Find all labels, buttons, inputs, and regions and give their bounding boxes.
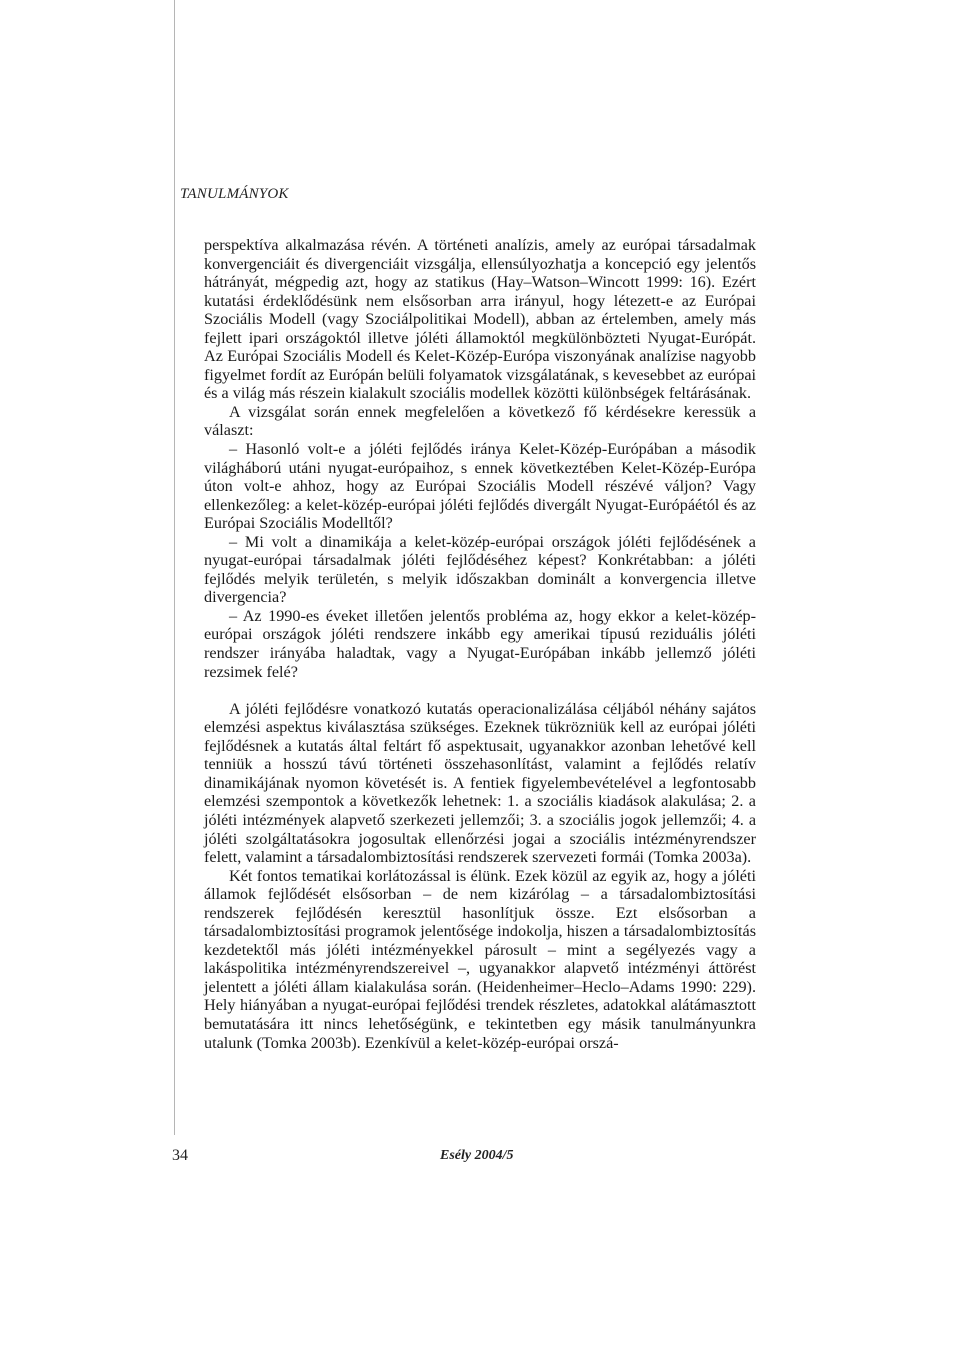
- paragraph-continuation: perspektíva alkalmazása révén. A történeti analízis, amely az európai társadalmak konvergenciáit és divergenciáit vizsgálja, ellensúlyozhatja a koncepció egy jelentős hátrányát, mégpedig azt, hogy az statikus (Hay–Watson–Wincott 1999: 16). Ezért kutatási érdeklődésünk nem elsősorban arra irányul, hogy létezett-e az Európai Szociális Modell (vagy Szociálpolitikai Modell), abban az értelemben, amely más fejlett ipari országoktól illetve jóléti államoktól megkülönbözteti Nyugat-Európát. Az Európai Szociális Modell és Kelet-Közép-Európa viszonyának analízise nagyobb figyelmet fordít az Európán belüli folyamatok vizsgálatának, s kevesebbet az európai és a világ más részein kialakult szociális modellek közötti különbségek feltárásának.: [204, 236, 756, 403]
- question-item-3: – Az 1990-es éveket illetően jelentős probléma az, hogy ekkor a kelet-közép-európai országok jóléti rendszere inkább egy amerikai típusú reziduális jóléti rendszer irányába haladtak, vagy a Nyugat-Európában inkább jellemző jóléti rezsimek felé?: [204, 606, 756, 681]
- question-item-2: – Mi volt a dinamikája a kelet-közép-európai országok jóléti fejlődésének a nyugat-európai társadalmak jóléti fejlődéséhez képest? Konkrétabban: a jóléti fejlődés melyik területén, s melyik időszakban dominált a konvergencia illetve divergencia?: [204, 532, 756, 607]
- section-header: TANULMÁNYOK: [180, 186, 289, 202]
- body-text: [204, 236, 756, 1052]
- question-item-1: – Hasonló volt-e a jóléti fejlődés iránya Kelet-Közép-Európában a második világháború utáni nyugat-európaihoz, s ennek következtében Kelet-Közép-Európa úton volt-e ahhoz, hogy az Európai Szociális Modell részévé váljon? Vagy ellenkezőleg: a kelet-közép-európai jóléti fejlődés divergált Nyugat-Európáétól és az Európai Szociális Modelltől?: [204, 440, 756, 533]
- paragraph-limitations: Két fontos tematikai korlátozással is élünk. Ezek közül az egyik az, hogy a jóléti államok fejlődését elsősorban – de nem kizárólag – a társadalombiztosítási rendszerek fejlődésén keresztül hasonlítjuk össze. Ezt elsősorban a társadalombiztosítási programok jelentősége indokolja, hiszen a társadalombiztosítás kezdetektől más jóléti intézményekkel párosult – mint a segélyezés vagy a lakáspolitika intézményrendszereivel –, ugyanakkor alapvető intézményi áttörést jelentett a jóléti állam kialakulása során. (Heidenheimer–Heclo–Adams 1990: 229). Hely hiányában a nyugat-európai fejlődési trendek részletes, adatokkal alátámasztott bemutatására itt nincs lehetőségünk, e tekintetben egy másik tanulmányunkra utalunk (Tomka 2003b). Ezenkívül a kelet-közép-európai orszá-: [204, 866, 756, 1052]
- paragraph-operationalization: A jóléti fejlődésre vonatkozó kutatás operacionalizálása céljából néhány sajátos elemzési aspektus kiválasztása szükséges. Ezeknek tükrözniük kell az európai jóléti fejlődésnek a kutatás által feltárt fő aspektusait, ugyanakkor azonban lehetővé kell tenniük a hosszú távú történeti összehasonlítást, valamint a fejlődés relatív dinamikájának nyomon követését is. A fentiek figyelembevételével a legfontosabb elemzési szempontok a következők lehetnek: 1. a szociális kiadások alakulása; 2. a jóléti intézmények alapvető szerkezeti jellemzői; 3. a szociális jogok jellemzői; 4. a jóléti szolgáltatásokra jogosultak ellenőrzési jogai a szociális intézményrendszer felett, valamint a társadalombiztosítási rendszerek szervezeti formái (Tomka 2003a).: [204, 699, 756, 867]
- journal-title: Esély 2004/5: [440, 1148, 514, 1163]
- paragraph-questions-intro: A vizsgálat során ennek megfelelően a következő fő kérdésekre keressük a választ:: [204, 402, 756, 440]
- page-number: 34: [172, 1147, 188, 1164]
- margin-rule: [174, 0, 175, 1135]
